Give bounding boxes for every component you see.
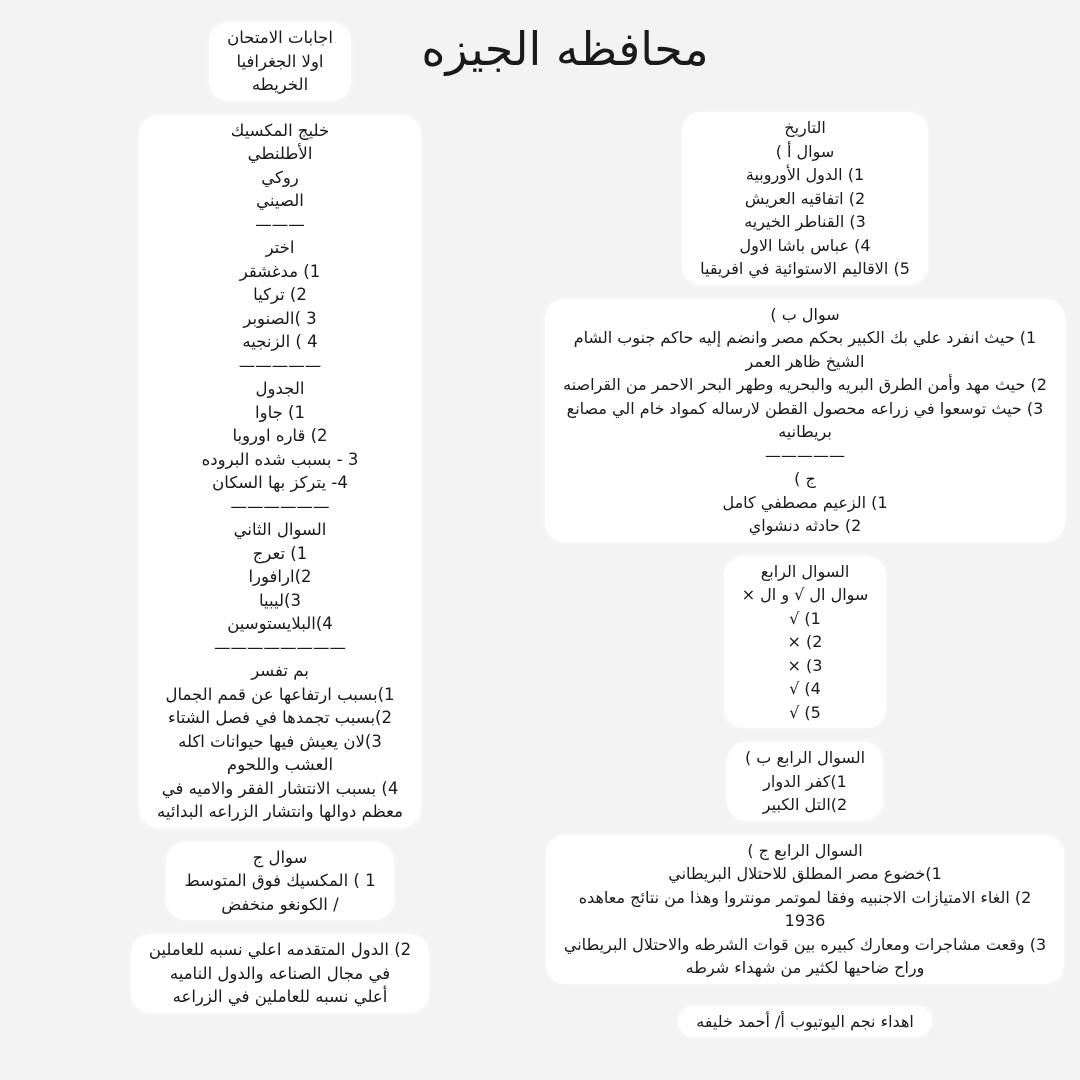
answer-line: السوال الرابع ج ) [747, 840, 863, 860]
answer-line: 1)خضوع مصر المطلق للاحتلال البريطاني [668, 864, 942, 883]
answer-line: روكي [261, 167, 299, 187]
answer-line: 1) مدغشقر [239, 261, 321, 281]
answer-line: 1) الزعيم مصطفي كامل [722, 492, 888, 512]
answer-line: الجدول [255, 379, 305, 398]
answer-line: ——— [255, 214, 305, 234]
answer-line: 2) قاره اوروبا [232, 426, 328, 445]
answer-line: 2)بسبب تجمدها في فصل الشتاء [167, 708, 392, 727]
answer-line: سوال ج [252, 847, 308, 867]
answer-line: 2) اتفاقيه العريش [744, 188, 866, 208]
answer-line: الخريطه [251, 75, 309, 94]
answer-line: 1) √ [789, 608, 821, 628]
answer-line: 1) جاوا [255, 402, 305, 422]
answer-line: 4- يتركز بها السكان [212, 473, 348, 492]
left-column-block [209, 22, 351, 101]
answer-line: سوال ب ) [770, 304, 840, 324]
answer-line: 2)التل الكبير [762, 795, 848, 814]
answer-line: اولا الجغرافيا [236, 51, 324, 71]
answer-line: 2) × [787, 632, 823, 651]
answer-line: اختر [265, 238, 295, 257]
right-column-block [727, 742, 883, 821]
answer-line: أعلي نسبه للعاملين في الزراعه [172, 987, 388, 1006]
answer-line: 2) الدول المتقدمه اعلي نسبه للعاملين [148, 940, 412, 959]
answer-line: 3)لان يعيش فيها حيوانات اكله [178, 731, 382, 751]
answer-line: اجابات الامتحان [227, 28, 333, 47]
answer-line: سوال ال √ و ال × [741, 585, 869, 604]
answer-line: 4) عباس باشا الاول [739, 235, 871, 255]
left-column-block [131, 934, 429, 1013]
answer-line: 2) حيث مهد وأمن الطرق البريه والبحريه وطهر البحر الاحمر من القراصنه [563, 375, 1047, 394]
answer-line: 5) √ [789, 702, 821, 722]
answer-line: 1) حيث انفرد علي بك الكبير بحكم مصر وانضم إليه حاكم جنوب الشام [573, 328, 1037, 347]
right-column-block [545, 299, 1065, 542]
answer-line: في مجال الصناعه والدول الناميه [169, 963, 391, 983]
answer-line: السوال الرابع [760, 561, 850, 581]
answer-line: 2) حادثه دنشواي [748, 516, 862, 535]
answer-line: العشب واللحوم [226, 755, 334, 774]
answer-line: خليج المكسيك [230, 120, 330, 140]
answer-line: ————— [238, 355, 322, 375]
answer-line: 1936 [784, 911, 826, 930]
right-column-block [678, 1006, 932, 1038]
answer-line: 3) حيث توسعوا في زراعه محصول القطن لارساله كمواد خام الي مصانع [566, 398, 1044, 418]
answer-line: 2) تركيا [253, 285, 307, 304]
answer-line: وراح ضاحيها لكثير من شهداء شرطه [685, 958, 925, 977]
answer-line: 1) تعرج [252, 543, 308, 563]
answer-line: التاريخ [784, 118, 826, 137]
left-answers-column [60, 22, 500, 1027]
answer-line: 2)ارافورا [248, 567, 312, 586]
answer-line: 1 ) المكسيك فوق المتوسط [184, 871, 376, 890]
right-column-block [682, 112, 928, 285]
answer-line: الشيخ ظاهر العمر [745, 351, 865, 371]
left-column-block [139, 115, 421, 828]
answer-line: 3) × [787, 655, 823, 675]
answer-line: بريطانيه [778, 422, 832, 441]
answer-line: 3) القناطر الخيريه [744, 212, 866, 231]
answer-line: ————— [765, 445, 845, 465]
answer-line: 4) بسبب الانتشار الفقر والاميه في [161, 778, 399, 798]
answer-line: 1)بسبب ارتفاعها عن قمم الجمال [165, 684, 395, 704]
answer-line: / الكونغو منخفض [221, 894, 339, 914]
answer-line: 3)ليبيا [259, 590, 301, 610]
answer-line: 4 ) الزنجيه [242, 332, 318, 351]
right-answers-column [545, 112, 1065, 1051]
page-title: محافظه الجيزه [421, 22, 709, 76]
left-column-block [166, 842, 393, 921]
answer-line: 4)البلايستوسين [227, 614, 333, 633]
answer-line: السوال الثاني [233, 520, 327, 539]
answer-line: 3 )الصنوبر [243, 308, 317, 328]
answer-line: 1) الدول الأوروبية [745, 165, 865, 184]
answer-line: 4) √ [789, 679, 821, 698]
answer-line: 5) الاقاليم الاستوائية في افريقيا [700, 259, 910, 278]
answer-line: 1)كفر الدوار [763, 771, 847, 791]
right-column-block [724, 556, 887, 729]
right-column-block [546, 835, 1064, 984]
answer-line: ج ) [794, 469, 816, 488]
answer-line: —————— [230, 496, 330, 516]
answer-line: بم تفسر [251, 661, 309, 680]
answer-line: السوال الرابع ب ) [744, 748, 866, 767]
answer-line: اهداء نجم اليوتيوب أ/ أحمد خليفه [696, 1011, 914, 1031]
answer-line: الأطلنطي [247, 144, 313, 163]
answer-line: معظم دوالها وانتشار الزراعه البدائيه [157, 802, 403, 821]
answer-line: سوال أ ) [775, 141, 835, 161]
answer-line: 3 - بسبب شده البروده [201, 449, 359, 469]
answer-line: ———————— [214, 637, 346, 657]
answer-line: 3) وقعت مشاجرات ومعارك كبيره بين قوات الشرطه والاحتلال البريطاني [563, 934, 1047, 954]
answer-line: الصيني [256, 191, 304, 210]
answer-line: 2) الغاء الامتيازات الاجنبيه وفقا لموتمر مونتروا وهذا من نتائج معاهده [578, 887, 1032, 907]
